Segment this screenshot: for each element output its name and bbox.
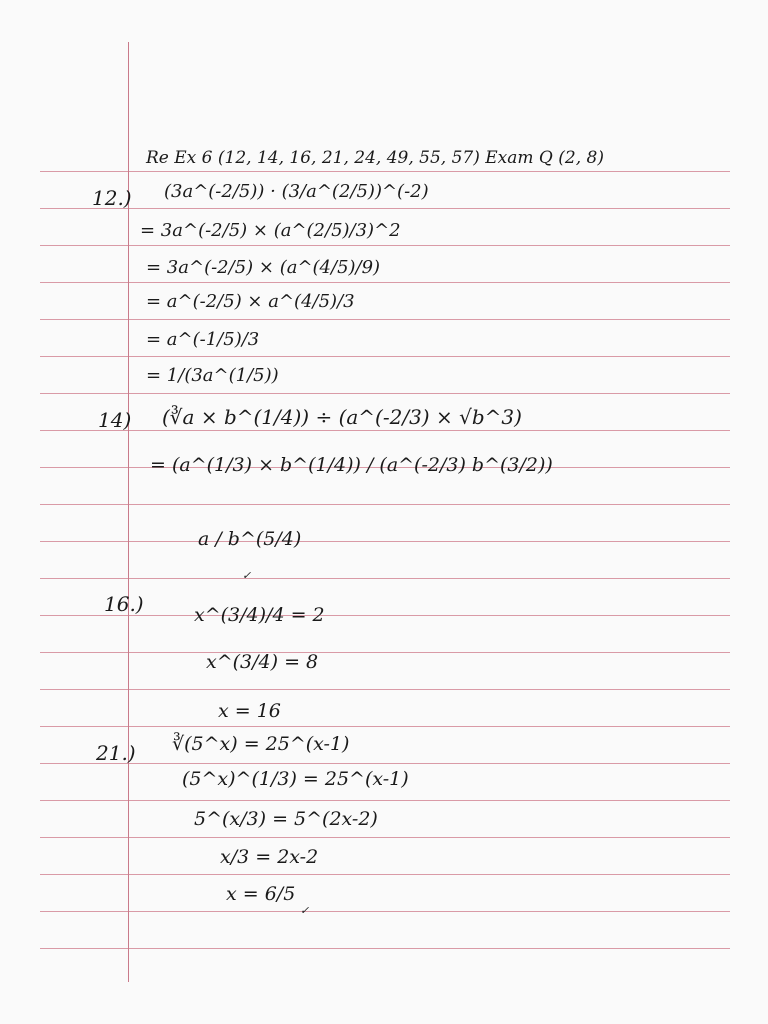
margin-line <box>128 42 129 982</box>
ruled-line <box>40 800 730 801</box>
q16-step-2: x^(3/4) = 8 <box>206 651 319 673</box>
q12-step-6: = 1/(3a^(1/5)) <box>146 365 279 386</box>
q21-step-3: 5^(x/3) = 5^(2x-2) <box>194 808 378 830</box>
ruled-line <box>40 541 730 542</box>
ruled-line <box>40 319 730 320</box>
ruled-line <box>40 578 730 579</box>
ruled-line <box>40 171 730 172</box>
q14-step-3: a / b^(5/4) <box>198 528 302 550</box>
q14-step-2: = (a^(1/3) × b^(1/4)) / (a^(-2/3) b^(3/2)) <box>150 454 553 476</box>
question-12-label: 12.) <box>92 186 132 210</box>
ruled-line <box>40 726 730 727</box>
question-14-label: 14) <box>98 408 132 432</box>
q21-step-1: ∛(5^x) = 25^(x-1) <box>172 733 350 755</box>
question-16-label: 16.) <box>104 592 144 616</box>
page-header: Re Ex 6 (12, 14, 16, 21, 24, 49, 55, 57) Exam Q (2, 8) <box>146 148 604 168</box>
question-21-label: 21.) <box>96 741 136 765</box>
ruled-line <box>40 208 730 209</box>
ruled-line <box>40 504 730 505</box>
q12-step-2: = 3a^(-2/5) × (a^(2/5)/3)^2 <box>140 220 401 241</box>
ruled-line <box>40 874 730 875</box>
q21-step-5: x = 6/5 <box>226 883 296 905</box>
ruled-line <box>40 837 730 838</box>
ruled-line <box>40 356 730 357</box>
q12-step-4: = a^(-2/5) × a^(4/5)/3 <box>146 291 355 312</box>
ruled-line <box>40 763 730 764</box>
q21-step-2: (5^x)^(1/3) = 25^(x-1) <box>182 768 409 790</box>
q16-step-1: x^(3/4)/4 = 2 <box>194 604 325 626</box>
q16-step-3: x = 16 <box>218 700 281 722</box>
ruled-line <box>40 652 730 653</box>
q12-step-3: = 3a^(-2/5) × (a^(4/5)/9) <box>146 257 381 278</box>
ruled-line <box>40 430 730 431</box>
ruled-line <box>40 948 730 949</box>
q14-step-1: (∛a × b^(1/4)) ÷ (a^(-2/3) × √b^3) <box>162 405 522 429</box>
ruled-line <box>40 393 730 394</box>
q12-step-5: = a^(-1/5)/3 <box>146 329 260 350</box>
q12-step-1: (3a^(-2/5)) · (3/a^(2/5))^(-2) <box>164 181 429 202</box>
q21-tick: ✓ <box>300 904 310 917</box>
ruled-line <box>40 689 730 690</box>
q21-step-4: x/3 = 2x-2 <box>220 846 319 868</box>
ruled-line <box>40 245 730 246</box>
ruled-line <box>40 282 730 283</box>
q14-tick: ✓ <box>242 569 252 582</box>
ruled-line <box>40 911 730 912</box>
